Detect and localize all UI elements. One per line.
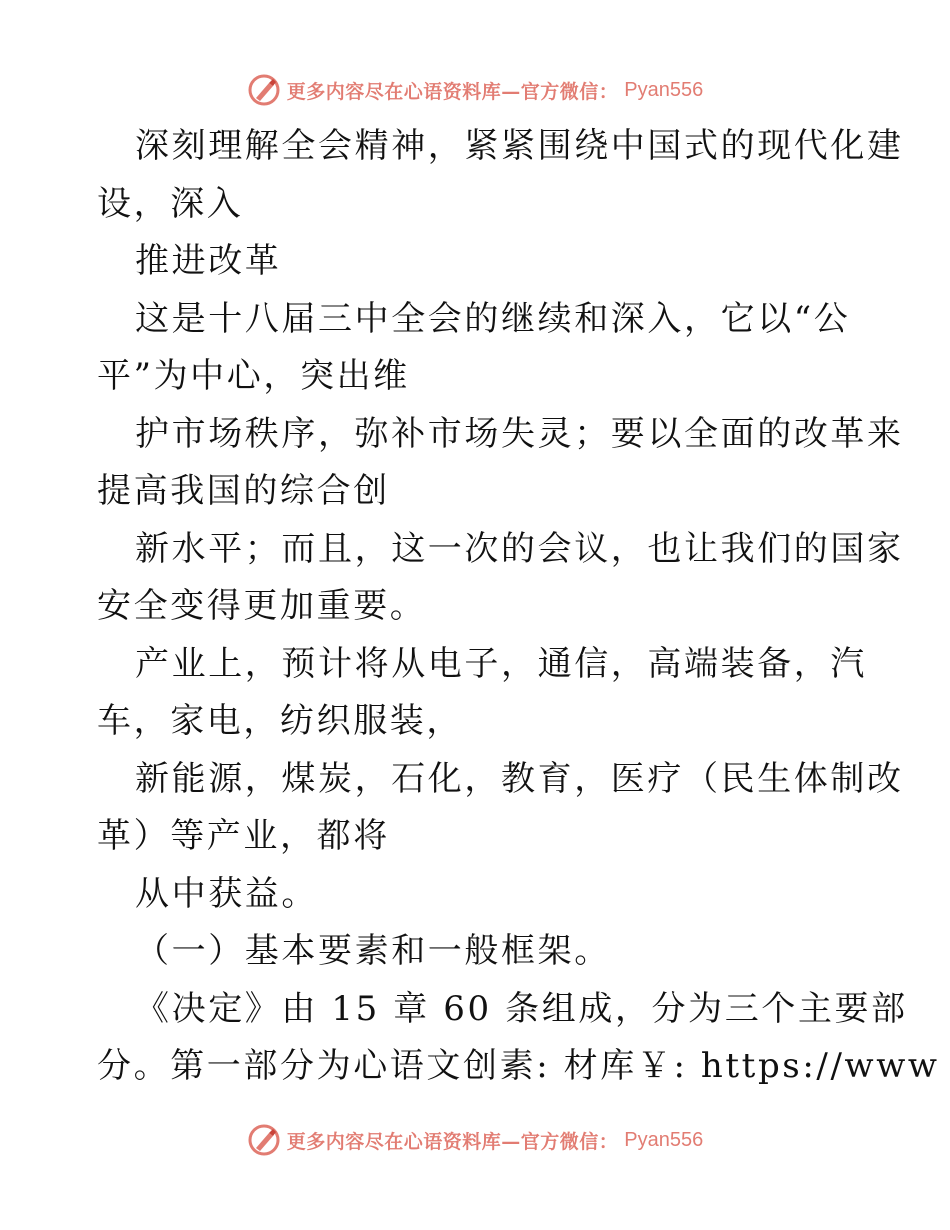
watermark-text: 更多内容尽在心语资料库—官方微信：: [286, 80, 619, 103]
text-line: 设，深入: [97, 183, 244, 224]
text-line: 平”为中心，突出维: [97, 356, 410, 396]
text-line: 新能源，煤炭，石化，教育，医疗（民生体制改: [135, 758, 904, 799]
text-line: 推进改革: [135, 241, 282, 281]
text-line: 提高我国的综合创: [97, 471, 390, 511]
text-line: 新水平；而且，这一次的会议，也让我们的国家: [135, 528, 904, 569]
pen-logo-icon: [247, 1123, 281, 1157]
document-body: [97, 118, 940, 1096]
text-line: 分。第一部分为心语文创素: 材库￥: https://www: [97, 1046, 940, 1086]
watermark-wechat-id: Pyan556: [624, 78, 704, 101]
text-line: 这是十八届三中全会的继续和深入，它以“公: [135, 298, 851, 339]
text-line: （一）基本要素和一般框架。: [135, 931, 611, 971]
watermark-wechat-id: Pyan556: [624, 1128, 704, 1151]
watermark-text: 更多内容尽在心语资料库—官方微信：: [286, 1130, 619, 1153]
text-line: 护市场秩序，弥补市场失灵；要以全面的改革来: [135, 413, 904, 454]
text-line: 《决定》由 15 章 60 条组成，分为三个主要部: [135, 988, 908, 1029]
text-line: 深刻理解全会精神，紧紧围绕中国式的现代化建: [135, 126, 904, 166]
pen-logo-icon: [247, 73, 281, 107]
text-line: 从中获益。: [135, 873, 318, 914]
header-watermark: [0, 70, 950, 110]
text-line: 车，家电，纺织服装，: [97, 701, 463, 741]
text-line: 安全变得更加重要。: [97, 586, 427, 626]
text-line: 革）等产业，都将: [97, 816, 390, 856]
text-line: 产业上，预计将从电子，通信，高端装备，汽: [135, 643, 867, 684]
footer-watermark: [0, 1120, 950, 1160]
